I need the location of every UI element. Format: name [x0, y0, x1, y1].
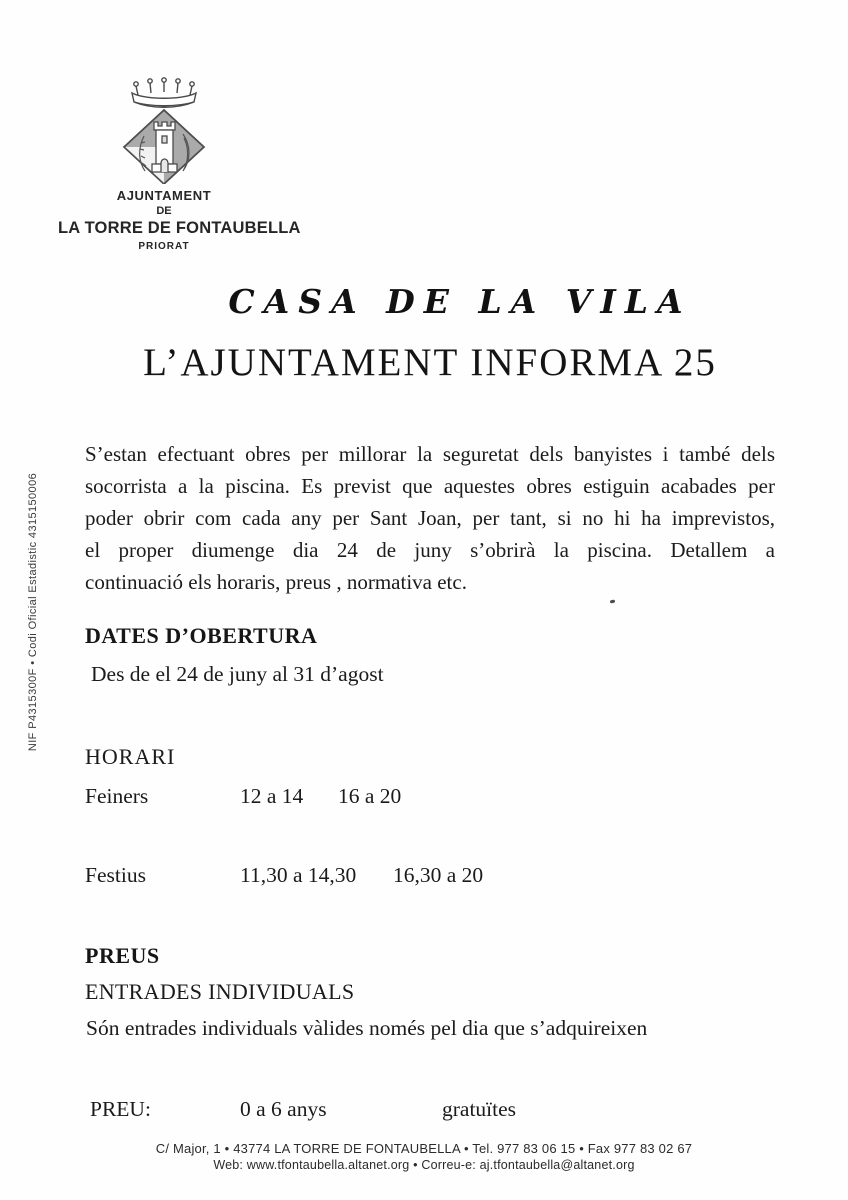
preu-value: gratuïtes	[442, 1097, 517, 1121]
footer-web-line: Web: www.tfontaubella.altanet.org • Correu-e: aj.tfontaubella@altanet.org	[213, 1158, 635, 1172]
preus-heading: PREUS	[85, 943, 160, 968]
horari-row-festius	[85, 863, 685, 891]
preu-age: 0 a 6 anys	[240, 1097, 327, 1121]
logo-org-line2: DE	[156, 205, 172, 217]
preus-note: Són entrades individuals vàlides només pel dia que s’adquireixen	[86, 1016, 648, 1040]
footer-address-line: C/ Major, 1 • 43774 LA TORRE DE FONTAUBELLA • Tel. 977 83 06 15 • Fax 977 83 02 67	[155, 1141, 693, 1156]
preu-label: PREU:	[90, 1097, 151, 1121]
horari-label: Festius	[85, 863, 146, 887]
script-title: CASA DE LA VILA	[228, 282, 692, 321]
intro-line: continuació els horaris, preus , normativa etc.	[85, 570, 467, 594]
intro-line: S’estan efectuant obres per millorar la seguretat dels banyistes i també dels	[85, 442, 775, 466]
preu-row	[85, 1097, 685, 1125]
dates-text: Des de el 24 de juny al 31 d’agost	[91, 662, 384, 686]
footer	[0, 1141, 848, 1172]
horari-slot-1: 12 a 14	[240, 784, 304, 808]
horari-row-feiners	[85, 784, 685, 812]
horari-slot-2: 16,30 a 20	[393, 863, 484, 887]
logo-region: PRIORAT	[138, 241, 190, 252]
coat-of-arms-icon	[105, 76, 223, 184]
horari-slot-1: 11,30 a 14,30	[240, 863, 357, 887]
intro-paragraph	[85, 438, 775, 598]
page-title: L’AJUNTAMENT INFORMA 25	[143, 341, 717, 384]
registration-vertical-text: NIF P4315300F • Codi Oficial Estadistic 4315150006	[27, 472, 39, 752]
intro-line: poder obrir com cada any per Sant Joan, per tant, si no hi ha imprevistos,	[85, 506, 775, 530]
municipal-logo	[58, 76, 301, 252]
horari-heading: HORARI	[85, 744, 176, 769]
intro-line: el proper diumenge dia 24 de juny s’obrirà la piscina. Detallem a	[85, 538, 775, 562]
intro-line: socorrista a la piscina. Es previst que aquestes obres estiguin acabades per	[85, 474, 775, 498]
horari-slot-2: 16 a 20	[338, 784, 402, 808]
logo-org-name: LA TORRE DE FONTAUBELLA	[58, 219, 301, 237]
dates-heading: DATES D’OBERTURA	[85, 623, 318, 648]
horari-label: Feiners	[85, 784, 149, 808]
logo-org-line1: AJUNTAMENT	[116, 188, 212, 203]
scan-artifact	[610, 599, 616, 603]
preus-subheading: ENTRADES INDIVIDUALS	[85, 979, 355, 1004]
